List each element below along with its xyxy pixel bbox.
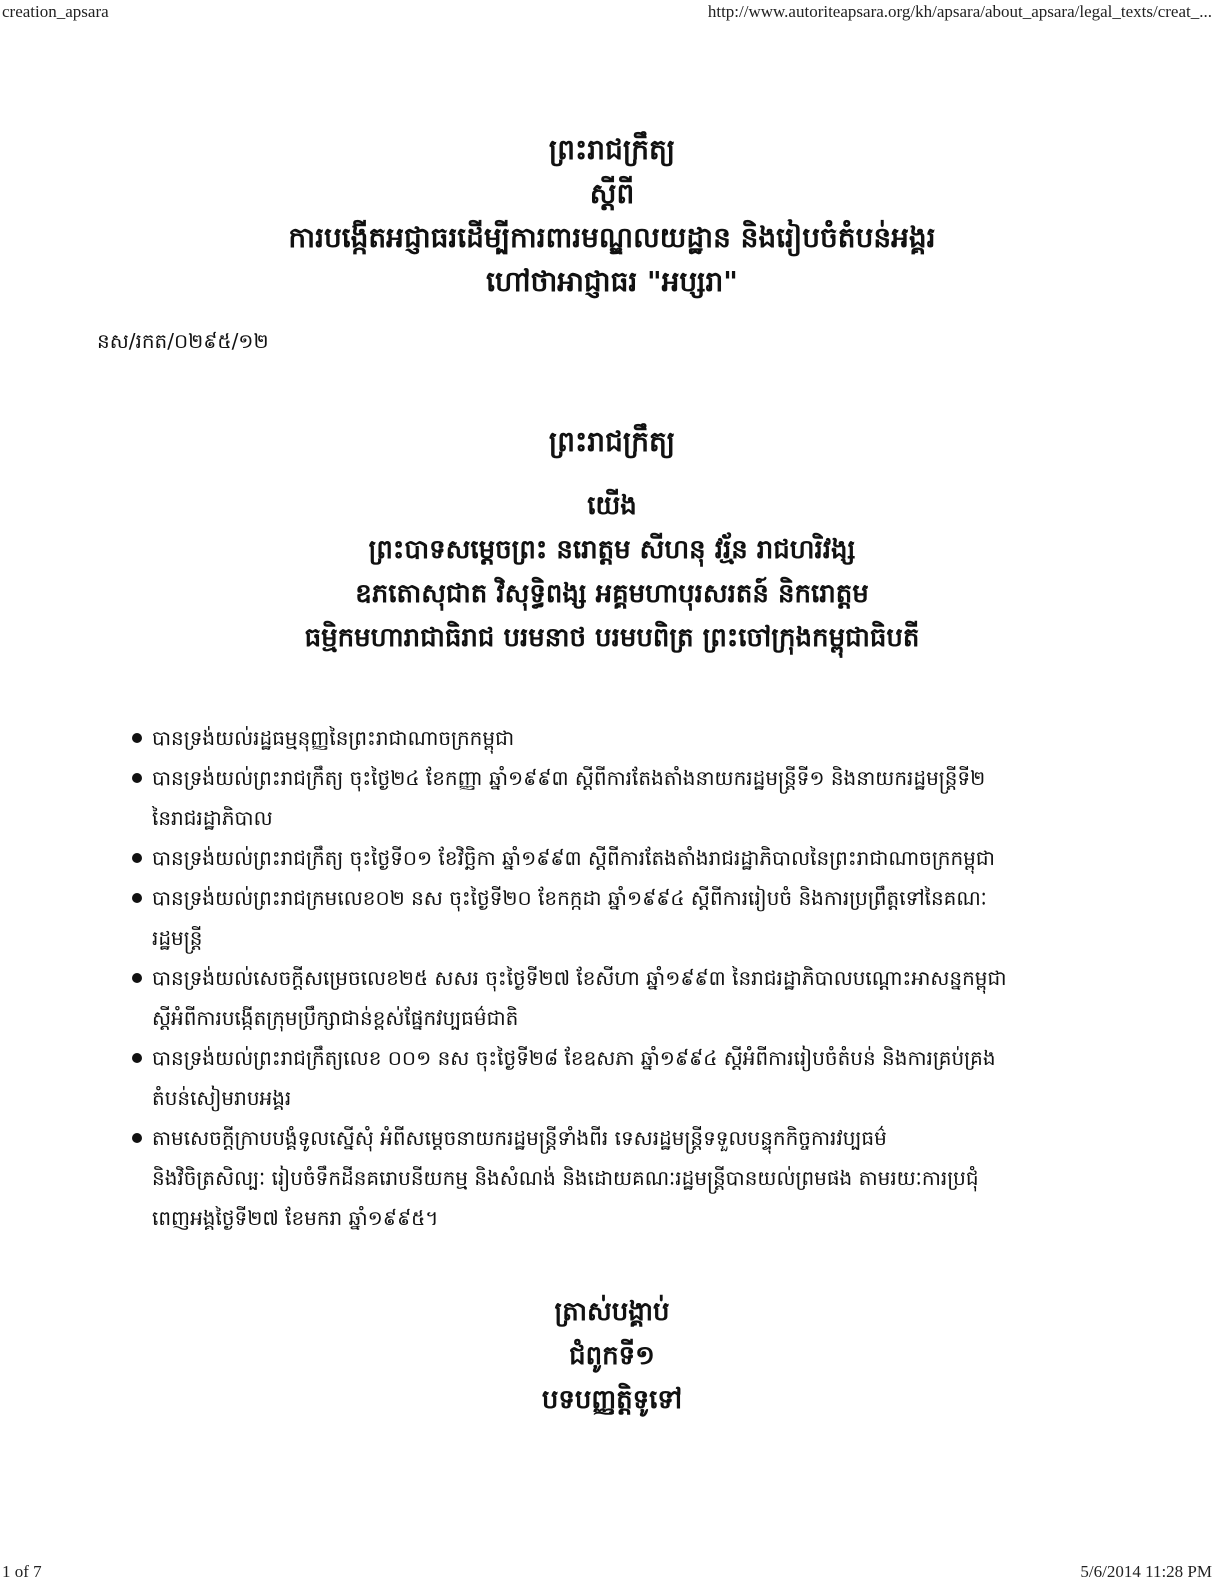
recital-line: បានទ្រង់យល់ព្រះរាជក្រឹត្យ ចុះថ្ងៃទី០១ ខែវិច្ឆិកា ឆ្នាំ១៩៩៣ ស្តីពីការតែងតាំងរាជរដ្ឋាភិបាលនៃព្រះរាជាណាចក្រកម្ពុជា	[152, 846, 995, 870]
recital-line: តំបន់សៀមរាបអង្គរ	[152, 1086, 292, 1110]
recital-item	[128, 718, 1118, 758]
document-title	[0, 128, 1224, 304]
recital-line: តាមសេចក្តីក្រាបបង្គំទូលស្នើសុំ អំពីសម្តេចនាយករដ្ឋមន្ត្រីទាំងពីរ ទេសរដ្ឋមន្ត្រីទទួលបន្ទុកកិច្ចការវប្បធម៌	[152, 1126, 887, 1150]
closing-line: ត្រាស់បង្គាប់	[554, 1297, 670, 1327]
chapter-title: បទបញ្ញត្តិទូទៅ	[541, 1385, 683, 1415]
print-header	[0, 0, 1224, 24]
royal-title-line: ព្រះបាទសម្តេចព្រះ នរោត្តម សីហនុ វរ្ម័ន រាជហរិវង្ស	[368, 535, 856, 565]
recital-item	[128, 1118, 1118, 1238]
recital-item	[128, 878, 1118, 958]
recital-line: បានទ្រង់យល់ព្រះរាជក្រមលេខ០២ នស ចុះថ្ងៃទី២០ ខែកក្កដា ឆ្នាំ១៩៩៤ ស្តីពីការរៀបចំ និងការប្រព្រឹត្តទៅនៃគណៈ	[152, 886, 987, 910]
reference-number: នស/រកត/០២៩៥/១២	[97, 329, 269, 353]
recital-line: ពេញអង្គថ្ងៃទី២៧ ខែមករា ឆ្នាំ១៩៩៥។	[152, 1206, 439, 1230]
royal-title-line: ឧភតោសុជាត វិសុទ្ធិពង្ស អគ្គមហាបុរសរតន៍ និករោត្តម	[355, 579, 869, 609]
title-line: ហៅថាអាជ្ញាធរ "អប្សរា"	[486, 265, 738, 298]
print-header-url: http://www.autoriteapsara.org/kh/apsara/about_apsara/legal_texts/creat_...	[707, 2, 1212, 21]
recital-line: បានទ្រង់យល់ព្រះរាជក្រឹត្យលេខ ០០១ នស ចុះថ្ងៃទី២៨ ខែឧសភា ឆ្នាំ១៩៩៤ ស្តីអំពីការរៀបចំតំបន់ និងការគ្រប់គ្រង	[152, 1046, 996, 1070]
recital-item	[128, 758, 1118, 838]
decree-heading: ព្រះរាជក្រឹត្យ	[548, 425, 676, 458]
royal-title-line: យើង	[587, 491, 637, 521]
recital-line: បានទ្រង់យល់សេចក្តីសម្រេចលេខ២៥ សសរ ចុះថ្ងៃទី២៧ ខែសីហា ឆ្នាំ១៩៩៣ នៃរាជរដ្ឋាភិបាលបណ្តោះអាសន្នកម្ពុជា	[152, 966, 1007, 990]
print-header-doc-name: creation_apsara	[2, 2, 109, 21]
recital-line: ស្តីអំពីការបង្កើតក្រុមប្រឹក្សាជាន់ខ្ពស់ផ្នែកវប្បធម៌ជាតិ	[152, 1006, 519, 1030]
recital-item	[128, 1038, 1118, 1118]
title-line: ស្តីពី	[589, 177, 635, 210]
recital-item	[128, 958, 1118, 1038]
royal-title-line: ធម្មិកមហារាជាធិរាជ បរមនាថ បរមបពិត្រ ព្រះចៅក្រុងកម្ពុជាធិបតី	[304, 623, 920, 653]
recital-line: បានទ្រង់យល់ព្រះរាជក្រឹត្យ ចុះថ្ងៃ២៤ ខែកញ្ញា ឆ្នាំ១៩៩៣ ស្តីពីការតែងតាំងនាយករដ្ឋមន្ត្រីទី១ និងនាយករដ្ឋមន្ត្រីទី២	[152, 766, 986, 790]
recital-item	[128, 838, 1118, 878]
page-count: 1 of 7	[2, 1562, 42, 1581]
royal-title-block	[0, 484, 1224, 660]
recital-line: នៃរាជរដ្ឋាភិបាល	[152, 806, 273, 830]
print-timestamp: 5/6/2014 11:28 PM	[1080, 1562, 1212, 1581]
title-line: ការបង្កើតអជ្ញាធរដើម្បីការពារមណ្ឌលយដ្ឋាន និងរៀបចំតំបន់អង្គរ	[288, 221, 936, 254]
recital-line: រដ្ឋមន្ត្រី	[152, 926, 203, 950]
chapter-heading: ជំពូកទី១	[569, 1341, 655, 1371]
recital-line: បានទ្រង់យល់រដ្ឋធម្មនុញ្ញនៃព្រះរាជាណាចក្រកម្ពុជា	[152, 726, 515, 750]
print-footer	[0, 1560, 1224, 1584]
closing-block	[0, 1290, 1224, 1422]
recital-line: និងវិចិត្រសិល្បៈ រៀបចំទឹកដីនគរោបនីយកម្ម និងសំណង់ និងដោយគណៈរដ្ឋមន្ត្រីបានយល់ព្រមផង តាមរយៈការប្រជុំ	[152, 1166, 979, 1190]
recitals-list	[128, 718, 1118, 1238]
title-line: ព្រះរាជក្រឹត្យ	[548, 133, 676, 166]
